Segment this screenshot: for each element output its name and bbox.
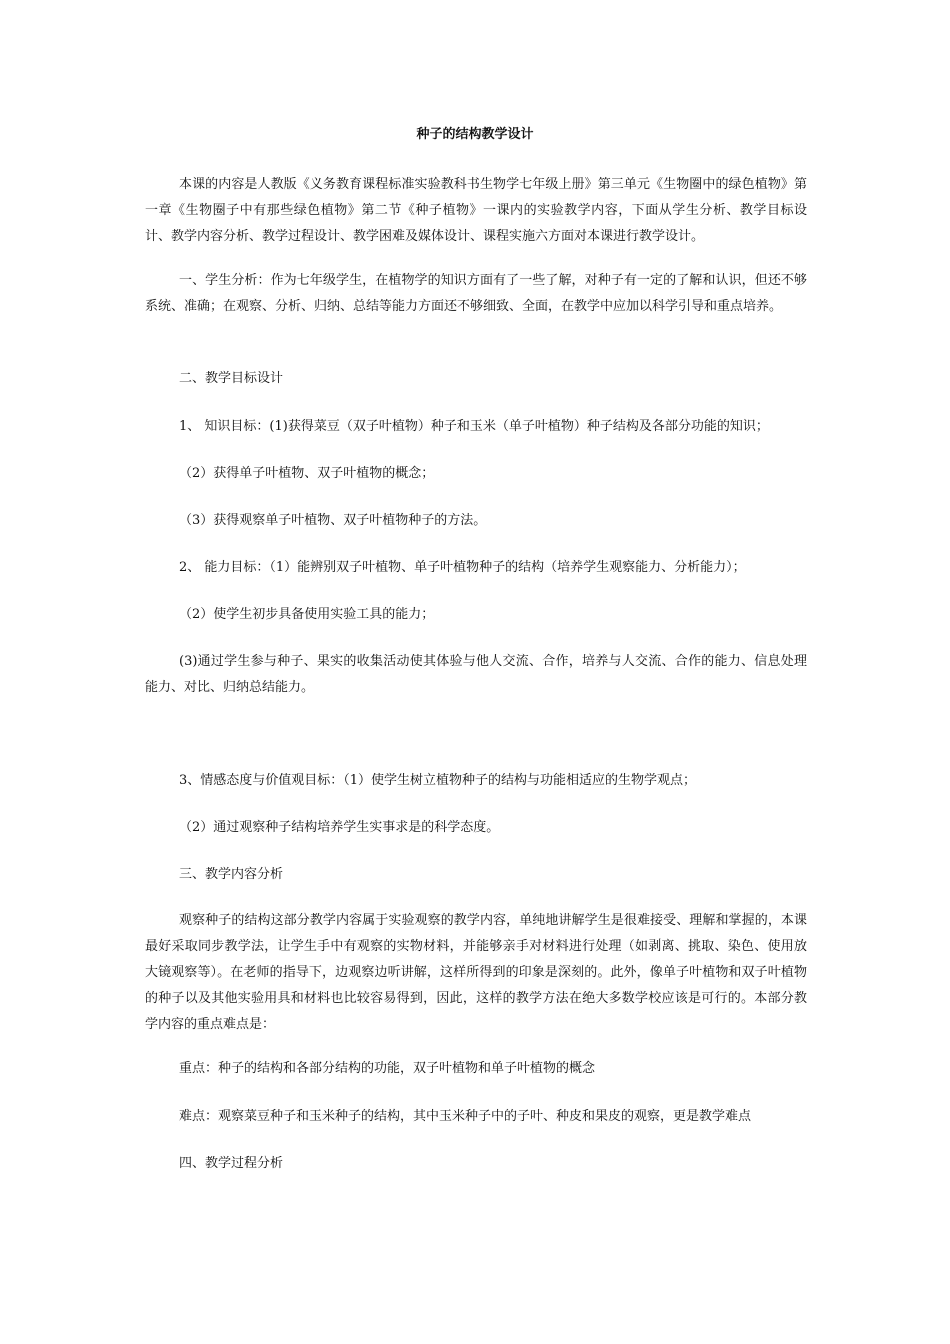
section-heading-objectives: 二、教学目标设计 [179,371,284,386]
attitude-goal-1: 3、情感态度与价值观目标：（1）使学生树立植物种子的结构与功能相适应的生物学观点； [179,773,697,788]
ability-goal-1: 2、 能力目标：（1）能辨别双子叶植物、单子叶植物种子的结构（培养学生观察能力、分析能力）； [179,560,746,575]
document-title: 种子的结构教学设计 [416,127,534,142]
key-points-paragraph: 重点：种子的结构和各部分结构的功能，双子叶植物和单子叶植物的概念 [179,1061,596,1076]
knowledge-goal-1: 1、 知识目标：(1)获得菜豆（双子叶植物）种子和玉米（单子叶植物）种子结构及各部分功能的知识； [179,419,769,434]
section-heading-content-analysis: 三、教学内容分析 [179,867,284,882]
section-heading-process-analysis: 四、教学过程分析 [179,1156,284,1171]
ability-goal-2: （2）使学生初步具备使用实验工具的能力； [179,607,435,622]
difficult-points-paragraph: 难点：观察菜豆种子和玉米种子的结构，其中玉米种子中的子叶、种皮和果皮的观察，更是教学难点 [179,1109,752,1124]
knowledge-goal-2: （2）获得单子叶植物、双子叶植物的概念； [179,466,435,481]
attitude-goal-2: （2）通过观察种子结构培养学生实事求是的科学态度。 [179,820,500,835]
student-analysis-paragraph: 一、学生分析：作为七年级学生，在植物学的知识方面有了一些了解，对种子有一定的了解和认识，但还不够系统、准确；在观察、分析、归纳、总结等能力方面还不够细致、全面，在教学中应加以科学引导和重点培养。 [145,273,807,314]
knowledge-goal-3: （3）获得观察单子叶植物、双子叶植物种子的方法。 [179,513,487,528]
ability-goal-3: (3)通过学生参与种子、果实的收集活动使其体验与他人交流、合作，培养与人交流、合作的能力、信息处理能力、对比、归纳总结能力。 [145,654,807,695]
content-analysis-paragraph: 观察种子的结构这部分教学内容属于实验观察的教学内容，单纯地讲解学生是很难接受、理解和掌握的，本课最好采取同步教学法，让学生手中有观察的实物材料，并能够亲手对材料进行处理（如剥离、挑取、染色、使用放大镜观察等）。在老师的指导下，边观察边听讲解，这样所得到的印象是深刻的。此外，像单子叶植物和双子叶植物的种子以及其他实验用具和材料也比较容易得到，因此，这样的教学方法在绝大多数学校应该是可行的。本部分教学内容的重点难点是： [145,913,807,1032]
intro-paragraph: 本课的内容是人教版《义务教育课程标准实验教科书生物学七年级上册》第三单元《生物圈中的绿色植物》第一章《生物圈子中有那些绿色植物》第二节《种子植物》一课内的实验教学内容，下面从学生分析、教学目标设计、教学内容分析、教学过程设计、教学困难及媒体设计、课程实施六方面对本课进行教学设计。 [145,177,807,244]
